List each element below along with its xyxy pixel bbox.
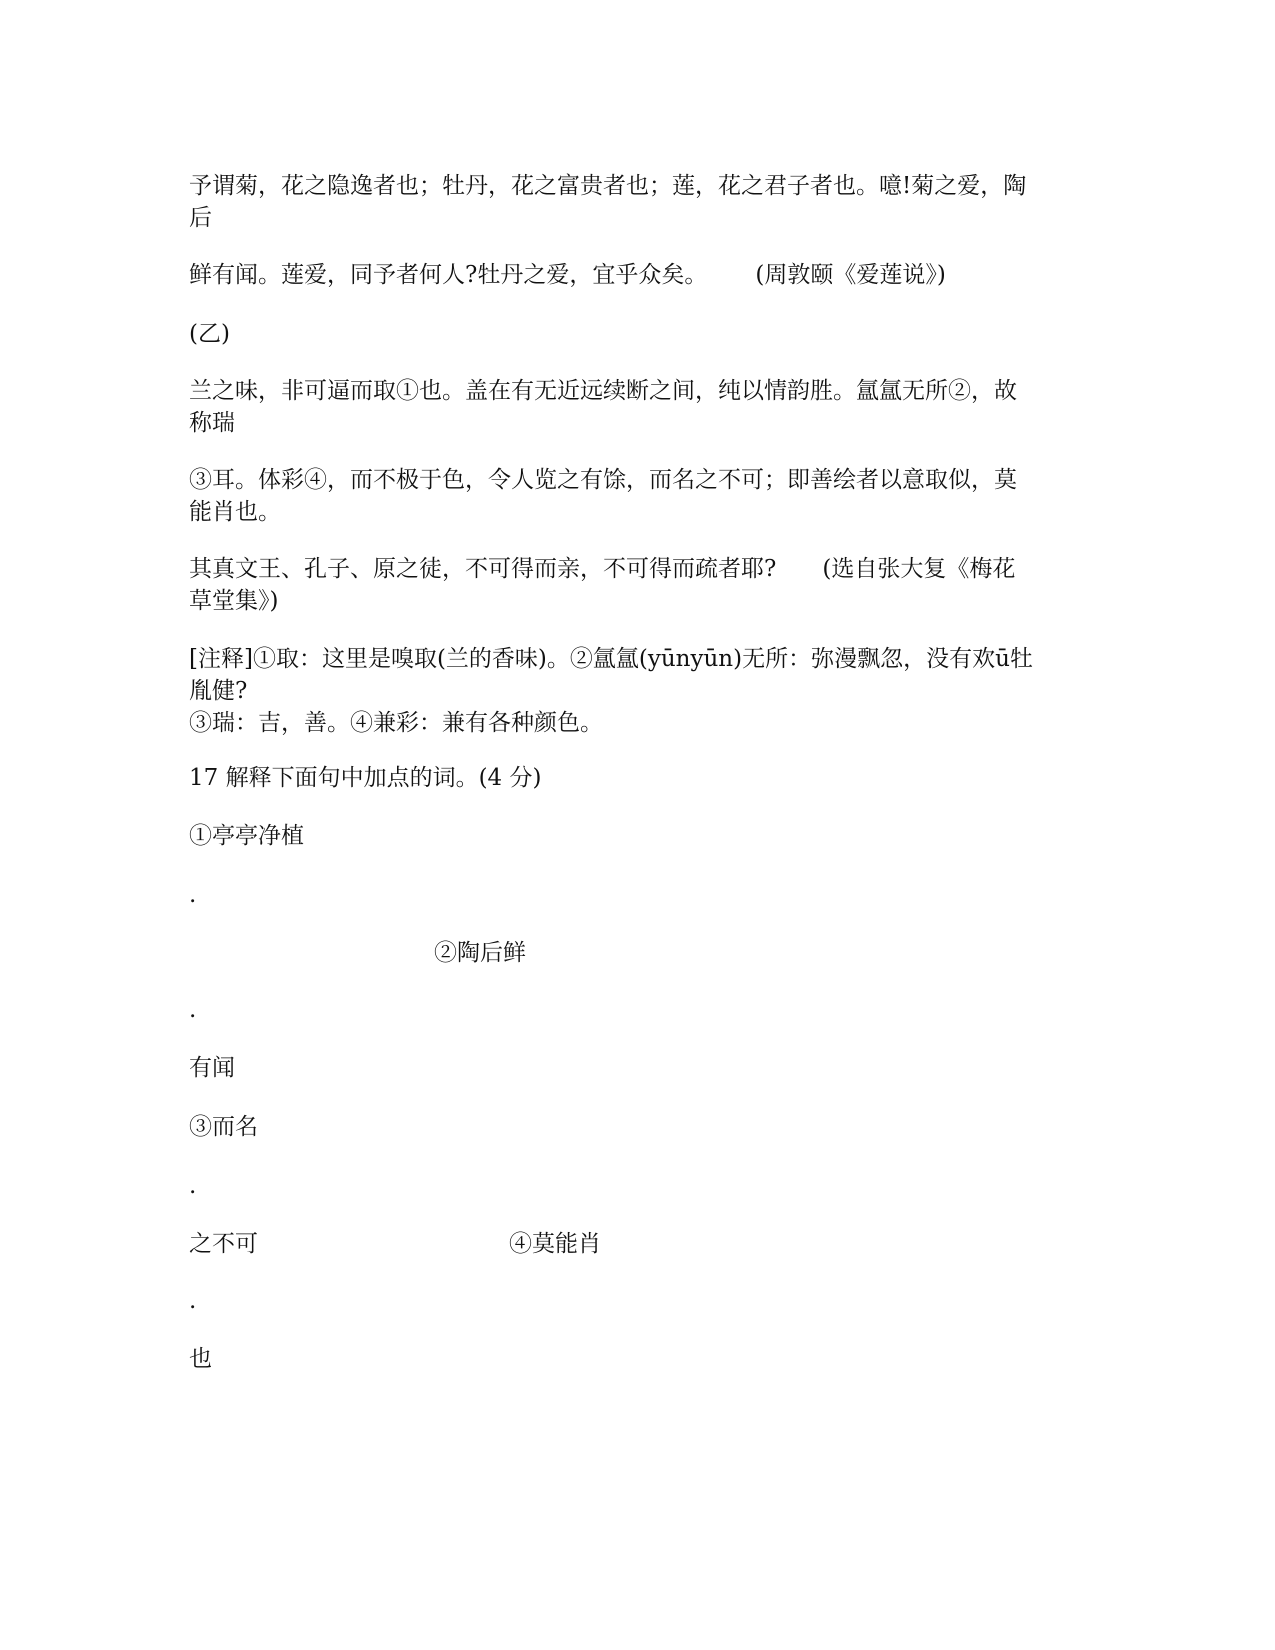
passage-jia-paragraph-1 — [189, 170, 1089, 234]
passage-yi-p3-line-2: 草堂集》) — [189, 588, 279, 614]
passage-jia-line-2: 后 — [189, 205, 212, 231]
question-17-item-4: ④莫能肖 — [509, 1231, 601, 1257]
passage-jia-source: (周敦颐《爱莲说》) — [755, 262, 946, 288]
emphasis-dot-2: . — [189, 997, 197, 1023]
passage-yi-paragraph-2 — [189, 464, 1089, 528]
question-17-item-3-cont: 之不可 — [189, 1231, 258, 1257]
passage-yi-paragraph-3 — [189, 553, 1089, 617]
passage-yi-p3-line-1: 其真文王、孔子、原之徒，不可得而亲，不可得而疏者耶? — [189, 556, 777, 582]
question-17-prompt: 17 解释下面句中加点的词。(4 分) — [189, 765, 542, 791]
question-17-item-1: ①亭亭净植 — [189, 823, 304, 849]
passage-yi-p2-line-1: ③耳。体彩④，而不极于色，令人览之有馀，而名之不可；即善绘者以意取似，莫 — [189, 467, 1017, 493]
question-17-item-4-cont: 也 — [189, 1346, 212, 1372]
passage-yi-p2-line-2: 能肖也。 — [189, 499, 281, 525]
passage-jia-paragraph-2 — [189, 259, 1089, 291]
passage-yi-p1-line-1: 兰之味，非可逼而取①也。盖在有无近远续断之间，纯以情韵胜。氲氲无所②，故 — [189, 378, 1017, 404]
question-17-item-3: ③而名 — [189, 1114, 258, 1140]
passage-yi-p1-line-2: 称瑞 — [189, 410, 235, 436]
notes-block — [189, 643, 1089, 739]
passage-yi-paragraph-1 — [189, 375, 1089, 439]
emphasis-dot-4: . — [189, 1288, 197, 1314]
passage-yi-p3-source: (选自张大复《梅花 — [822, 556, 1016, 582]
passage-jia-line-3: 鲜有闻。莲爱，同予者何人?牡丹之爱，宜乎众矣。 — [189, 262, 708, 288]
passage-jia-line-1: 予谓菊，花之隐逸者也；牡丹，花之富贵者也；莲，花之君子者也。噫!菊之爱，陶 — [189, 173, 1027, 199]
passage-yi-label: (乙) — [189, 321, 230, 347]
emphasis-dot-3: . — [189, 1173, 197, 1199]
notes-line-3: ③瑞：吉，善。④兼彩：兼有各种颜色。 — [189, 710, 603, 736]
notes-line-1: [注释]①取：这里是嗅取(兰的香味)。②氲氲(yūnyūn)无所：弥漫飘忽，没有欢ū牡 — [189, 646, 1033, 672]
emphasis-dot-1: . — [189, 882, 197, 908]
question-17-item-2-cont: 有闻 — [189, 1055, 235, 1081]
notes-line-2: 胤健? — [189, 678, 248, 704]
question-17-item-2: ②陶后鲜 — [434, 940, 526, 966]
